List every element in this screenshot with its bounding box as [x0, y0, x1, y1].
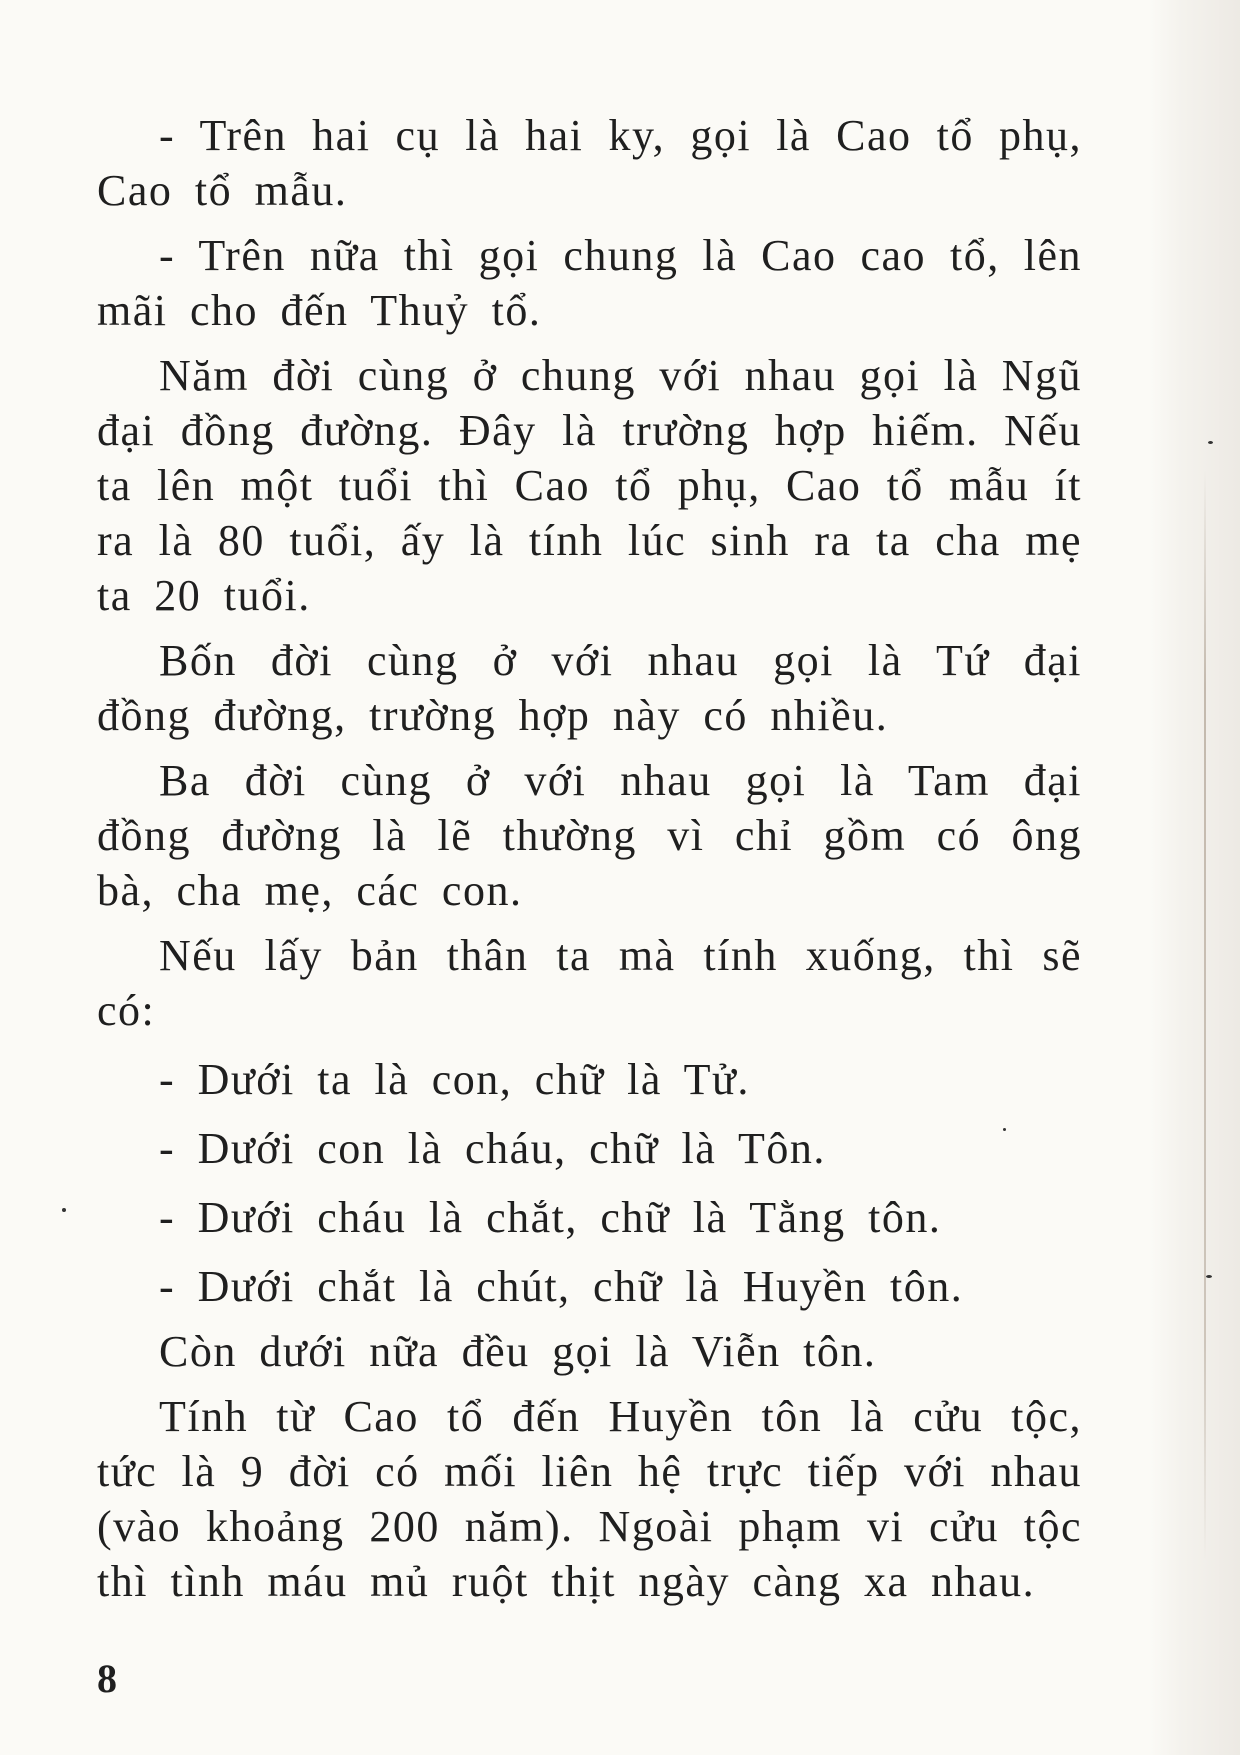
page-number: 8: [97, 1656, 117, 1701]
list-item: - Dưới chắt là chút, chữ là Huyền tôn.: [159, 1262, 964, 1311]
paragraph: Ba đời cùng ở với nhau gọi là Tam đại đồng đường là lẽ thường vì chỉ gồm có ông bà, cha mẹ, các con.: [97, 756, 1082, 915]
list-item: - Dưới ta là con, chữ là Tử.: [159, 1055, 750, 1104]
paragraph: - Trên nữa thì gọi chung là Cao cao tổ, lên mãi cho đến Thuỷ tổ.: [97, 231, 1082, 335]
paragraph: Nếu lấy bản thân ta mà tính xuống, thì sẽ có:: [97, 931, 1082, 1035]
list-item: - Dưới con là cháu, chữ là Tôn.: [159, 1124, 826, 1173]
page-edge-shadow: [1204, 470, 1206, 1560]
paragraph: Bốn đời cùng ở với nhau gọi là Tứ đại đồng đường, trường hợp này có nhiều.: [97, 636, 1082, 740]
paragraph: - Trên hai cụ là hai ky, gọi là Cao tổ phụ, Cao tổ mẫu.: [97, 111, 1082, 215]
body-text: [97, 108, 1082, 1609]
print-speck: [1206, 1275, 1212, 1278]
print-speck: [1208, 441, 1213, 444]
print-speck: [62, 1208, 66, 1212]
paragraph: Còn dưới nữa đều gọi là Viễn tôn.: [159, 1327, 877, 1376]
paragraph: Năm đời cùng ở chung với nhau gọi là Ngũ đại đồng đường. Đây là trường hợp hiếm. Nếu ta lên một tuổi thì Cao tổ phụ, Cao tổ mẫu ít ra là 80 tuổi, ấy là tính lúc sinh ra ta cha mẹ ta 20 tuổi.: [97, 351, 1082, 620]
paragraph: Tính từ Cao tổ đến Huyền tôn là cửu tộc, tức là 9 đời có mối liên hệ trực tiếp với nhau (vào khoảng 200 năm). Ngoài phạm vi cửu tộc thì tình máu mủ ruột thịt ngày càng xa nhau.: [97, 1392, 1082, 1606]
list-item: - Dưới cháu là chắt, chữ là Tằng tôn.: [159, 1193, 942, 1242]
